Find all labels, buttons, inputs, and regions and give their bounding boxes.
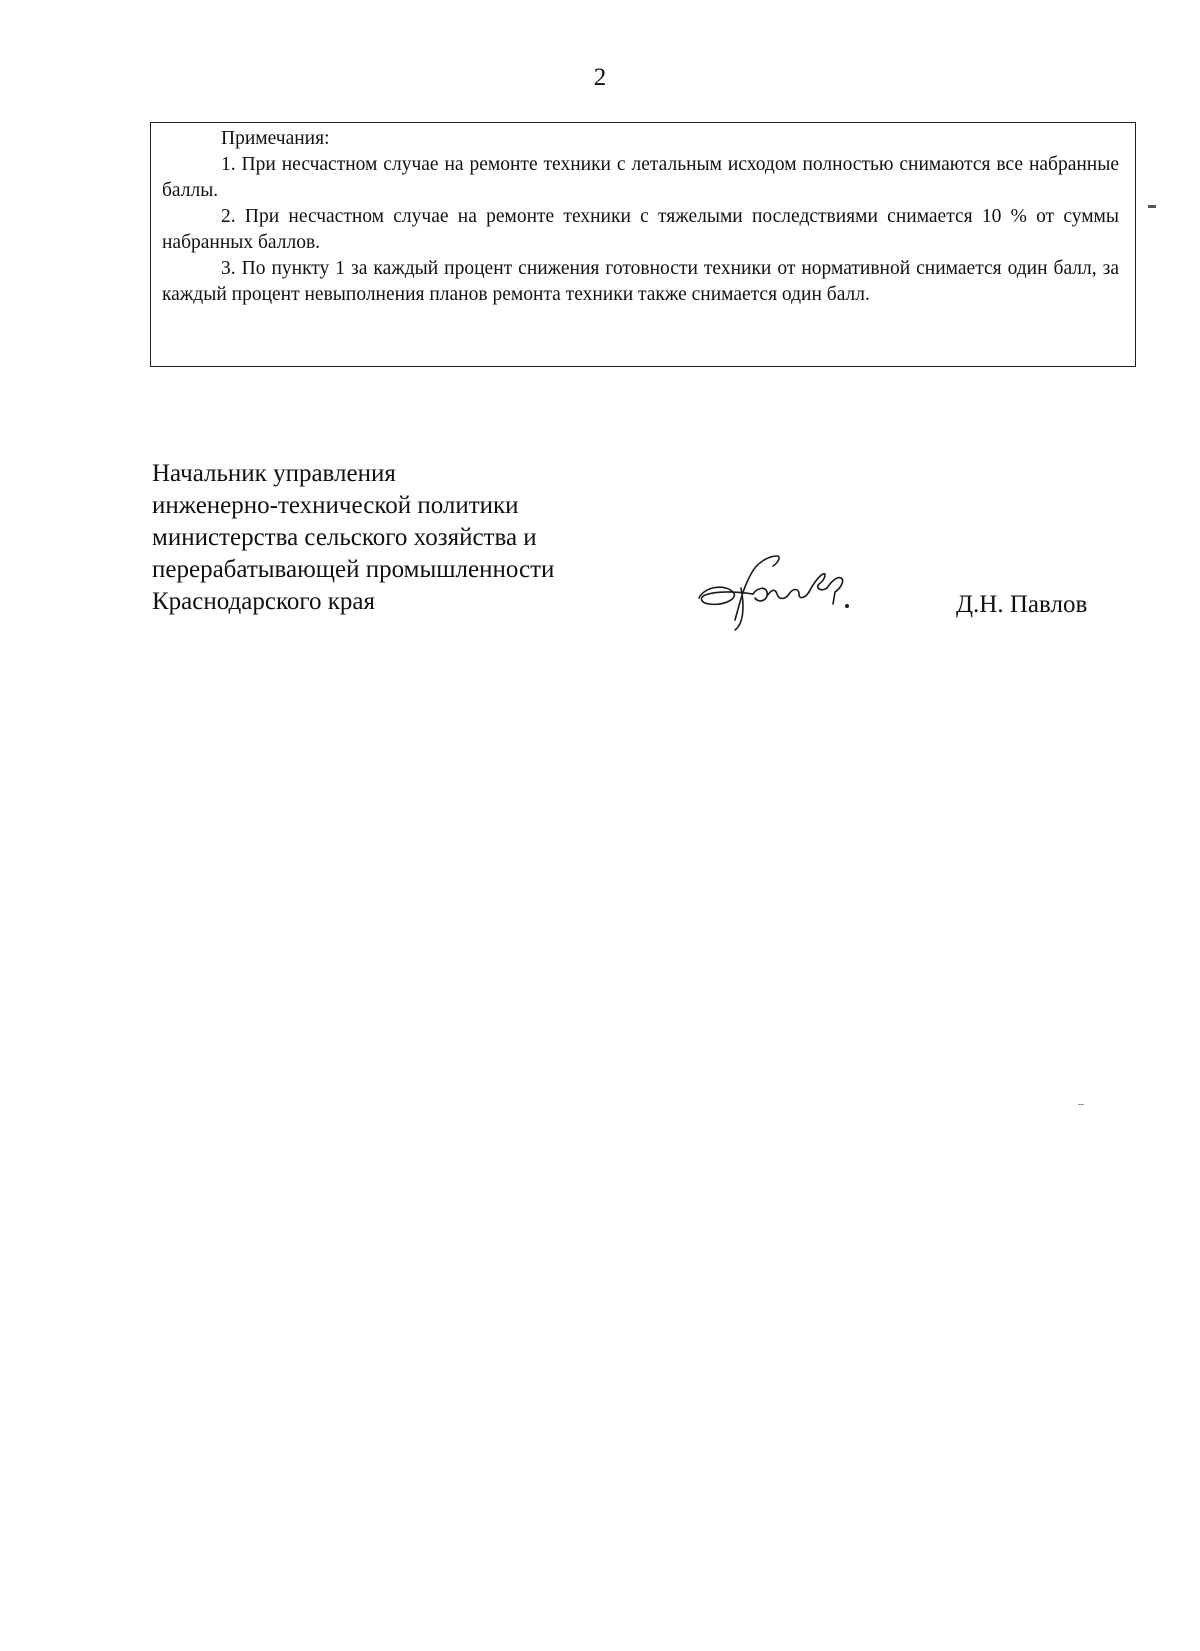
signatory-title-line: Начальник управления (152, 460, 396, 487)
scan-mark (1148, 205, 1156, 208)
signatory-title-line: министерства сельского хозяйства и (152, 524, 537, 551)
scan-mark (1078, 1104, 1084, 1105)
note-item-2: 2. При несчастном случае на ремонте техники с тяжелыми последствиями снимается 10 % от суммы набранных баллов. (162, 206, 1119, 253)
signatory-title-line: перерабатывающей промышленности (152, 556, 555, 583)
notes-heading: Примечания: (221, 128, 330, 149)
signer-name: Д.Н. Павлов (956, 591, 1088, 618)
notes-box (150, 122, 1136, 367)
signatory-title (152, 458, 554, 618)
handwritten-signature-icon (695, 548, 855, 638)
note-item-3: 3. По пункту 1 за каждый процент снижения готовности техники от нормативной снимается один балл, за каждый процент невыполнения планов ремонта техники также снимается один балл. (162, 258, 1119, 305)
signatory-title-line: Краснодарского края (152, 588, 375, 615)
page-number: 2 (593, 64, 607, 91)
note-item-1: 1. При несчастном случае на ремонте техники с летальным исходом полностью снимаются все набранные баллы. (162, 154, 1119, 201)
signatory-title-line: инженерно-технической политики (152, 492, 519, 519)
